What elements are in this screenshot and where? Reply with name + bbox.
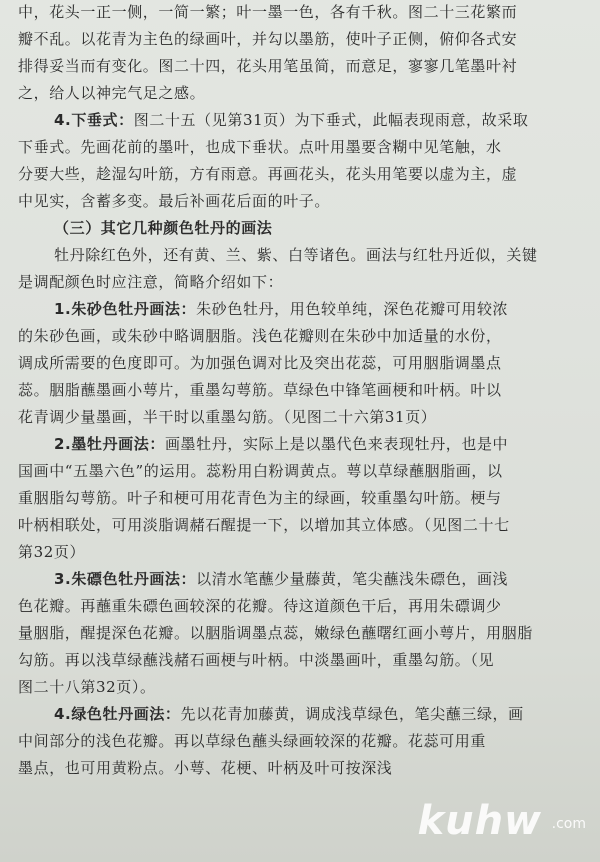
- text-line: 重胭脂勾萼筋。叶子和梗可用花青色为主的绿画，较重墨勾叶筋。梗与: [18, 489, 502, 507]
- text-line: 之，给人以神完气足之感。: [18, 84, 206, 102]
- text-line: 4.下垂式：图二十五（见第31页）为下垂式，此幅表现雨意，故采取: [54, 111, 529, 129]
- text-line: 图二十八第32页）。: [18, 678, 156, 696]
- text-line: 中，花头一正一侧，一简一繁；叶一墨一色，各有千秋。图二十三花繁而: [18, 3, 518, 21]
- subsection-label: 4.下垂式：: [54, 111, 134, 129]
- text-line: 中见实，含蓄多变。最后补画花后面的叶子。: [18, 192, 331, 210]
- text-line: 墨点，也可用黄粉点。小萼、花梗、叶柄及叶可按深浅: [18, 759, 393, 777]
- subsection-label: 2.墨牡丹画法：: [54, 435, 165, 453]
- text-line: 色花瓣。再蘸重朱磦色画较深的花瓣。待这道颜色干后，再用朱磦调少: [18, 597, 502, 615]
- text-line: 分要大些，趁湿勾叶筋，方有雨意。再画花头，花头用笔要以虚为主，虚: [18, 165, 518, 183]
- text-line: 4.绿色牡丹画法：先以花青加藤黄，调成浅草绿色，笔尖蘸三绿，画: [54, 705, 524, 723]
- text-line: 2.墨牡丹画法：画墨牡丹，实际上是以墨代色来表现牡丹，也是中: [54, 435, 509, 453]
- text-line: 牡丹除红色外，还有黄、兰、紫、白等诸色。画法与红牡丹近似，关键: [54, 246, 538, 264]
- subsection-label: 4.绿色牡丹画法：: [54, 705, 181, 723]
- text-line: 中间部分的浅色花瓣。再以草绿色蘸头绿画较深的花瓣。花蕊可用重: [18, 732, 487, 750]
- subsection-label: 1.朱砂色牡丹画法：: [54, 300, 197, 318]
- text-line: 是调配颜色时应注意，简略介绍如下：: [18, 273, 284, 291]
- text-line: 叶柄相联处，可用淡脂调赭石醒提一下，以增加其立体感。（见图二十七: [18, 516, 510, 534]
- site-watermark: kuhw: [417, 798, 542, 844]
- text-line: 量胭脂，醒提深色花瓣。以胭脂调墨点蕊，嫩绿色蘸曙红画小萼片，用胭脂: [18, 624, 533, 642]
- text-line: 国画中“五墨六色”的运用。蕊粉用白粉调黄点。萼以草绿蘸胭脂画，以: [18, 462, 503, 480]
- text-line: 1.朱砂色牡丹画法：朱砂色牡丹，用色较单纯，深色花瓣可用较浓: [54, 300, 509, 318]
- section-heading: （三）其它几种颜色牡丹的画法: [54, 219, 273, 237]
- text-line: 瓣不乱。以花青为主色的绿画叶，并勾以墨筋，使叶子正侧，俯仰各式安: [18, 30, 518, 48]
- text-line: 3.朱磦色牡丹画法：以清水笔蘸少量藤黄，笔尖蘸浅朱磦色，画浅: [54, 570, 509, 588]
- site-watermark-suffix: .com: [551, 816, 586, 832]
- text-line: 排得妥当而有变化。图二十四，花头用笔虽简，而意足，寥寥几笔墨叶衬: [18, 57, 518, 75]
- text-line: 调成所需要的色度即可。为加强色调对比及突出花蕊，可用胭脂调墨点: [18, 354, 502, 372]
- text-line: 勾筋。再以浅草绿蘸浅赭石画梗与叶柄。中淡墨画叶，重墨勾筋。（见: [18, 651, 495, 669]
- subsection-label: 3.朱磦色牡丹画法：: [54, 570, 197, 588]
- text-line: 花青调少量墨画，半干时以重墨勾筋。（见图二十六第31页）: [18, 408, 437, 426]
- text-line: 蕊。胭脂蘸墨画小萼片，重墨勾萼筋。草绿色中锋笔画梗和叶柄。叶以: [18, 381, 502, 399]
- text-line: 第32页）: [18, 543, 86, 561]
- text-line: 下垂式。先画花前的墨叶，也成下垂状。点叶用墨要含糊中见笔触，水: [18, 138, 502, 156]
- text-line: 的朱砂色画，或朱砂中略调胭脂。浅色花瓣则在朱砂中加适量的水份，: [18, 327, 502, 345]
